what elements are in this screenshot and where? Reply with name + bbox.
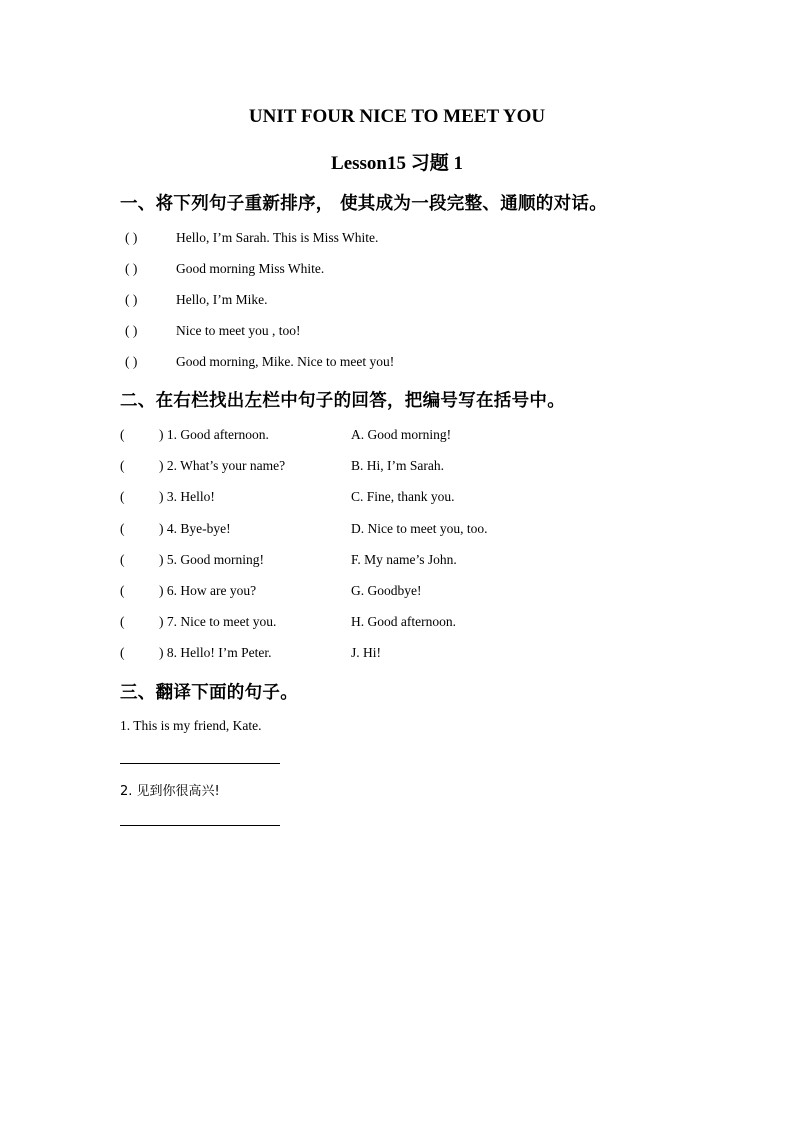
s2-right-item: B. Hi, I’m Sarah.: [351, 458, 444, 473]
s2-right-item: G. Goodbye!: [351, 583, 422, 598]
s2-right-item: C. Fine, thank you.: [351, 489, 455, 504]
answer-line-2[interactable]: [120, 825, 280, 826]
s2-left-item: ) 8. Hello! I’m Peter.: [159, 645, 272, 660]
s1-paren[interactable]: ( ): [125, 323, 138, 338]
s1-item: Good morning Miss White.: [176, 261, 325, 276]
s3-question-1: 1. This is my friend, Kate.: [120, 718, 262, 733]
s2-paren[interactable]: (: [120, 489, 125, 504]
s3-question-2: 2. 见到你很高兴!: [120, 784, 220, 799]
section1-heading: 一、将下列句子重新排序， 使其成为一段完整、通顺的对话。: [120, 194, 607, 214]
s2-paren[interactable]: (: [120, 645, 125, 660]
s2-right-item: A. Good morning!: [351, 427, 452, 442]
s2-paren[interactable]: (: [120, 427, 125, 442]
s2-left-item: ) 2. What’s your name?: [159, 458, 286, 473]
s2-right-item: J. Hi!: [351, 645, 381, 660]
s2-paren[interactable]: (: [120, 458, 125, 473]
s2-right-item: H. Good afternoon.: [351, 614, 456, 629]
s2-paren[interactable]: (: [120, 614, 125, 629]
s2-left-item: ) 4. Bye-bye!: [159, 521, 231, 536]
s2-paren[interactable]: (: [120, 552, 125, 567]
s2-right-item: D. Nice to meet you, too.: [351, 521, 488, 536]
s1-paren[interactable]: ( ): [125, 292, 138, 307]
s2-left-item: ) 5. Good morning!: [159, 552, 264, 567]
s2-left-item: ) 1. Good afternoon.: [159, 427, 269, 442]
s1-paren[interactable]: ( ): [125, 354, 138, 369]
lesson-subtitle: Lesson15 习题 1: [331, 153, 463, 174]
s2-paren[interactable]: (: [120, 521, 125, 536]
s1-item: Hello, I’m Mike.: [176, 292, 268, 307]
section3-heading: 三、翻译下面的句子。: [120, 683, 298, 703]
s2-left-item: ) 6. How are you?: [159, 583, 257, 598]
s1-item: Hello, I’m Sarah. This is Miss White.: [176, 230, 379, 245]
s1-item: Nice to meet you , too!: [176, 323, 301, 338]
document-title: UNIT FOUR NICE TO MEET YOU: [248, 106, 546, 127]
s2-left-item: ) 7. Nice to meet you.: [159, 614, 277, 629]
answer-line-1[interactable]: [120, 763, 280, 764]
s1-item: Good morning, Mike. Nice to meet you!: [176, 354, 395, 369]
s1-paren[interactable]: ( ): [125, 230, 138, 245]
s1-paren[interactable]: ( ): [125, 261, 138, 276]
s2-paren[interactable]: (: [120, 583, 125, 598]
s2-left-item: ) 3. Hello!: [159, 489, 215, 504]
section2-heading: 二、在右栏找出左栏中句子的回答，把编号写在括号中。: [120, 391, 565, 411]
s2-right-item: F. My name’s John.: [351, 552, 457, 567]
